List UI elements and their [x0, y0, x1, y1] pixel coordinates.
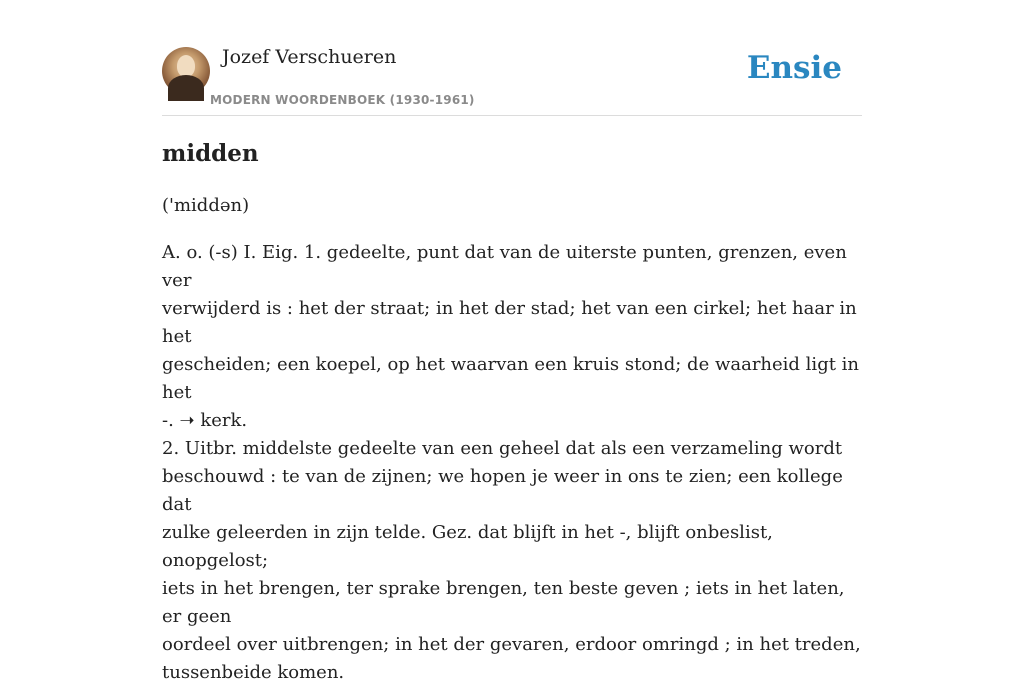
entry-pronunciation: ('middən)	[162, 195, 250, 216]
author-avatar[interactable]	[162, 47, 210, 95]
avatar-body	[168, 75, 204, 101]
entry-definition	[162, 239, 862, 687]
definition-line: 2. Uitbr. middelste gedeelte van een geheel dat als een verzameling wordt	[162, 438, 843, 459]
definition-line: zulke geleerden in zijn telde. Gez. dat blijft in het -, blijft onbeslist, onopgelost;	[162, 522, 773, 571]
header-divider	[162, 115, 862, 116]
definition-line: iets in het brengen, ter sprake brengen, ten beste geven ; iets in het laten, er geen	[162, 578, 845, 627]
definition-line: A. o. (-s) I. Eig. 1. gedeelte, punt dat van de uiterste punten, grenzen, even ver	[162, 242, 847, 291]
ensie-logo[interactable]: Ensie	[746, 50, 842, 86]
entry-title: midden	[162, 140, 259, 167]
definition-line: tussenbeide komen.	[162, 662, 345, 683]
definition-line: beschouwd : te van de zijnen; we hopen je weer in ons te zien; een kollege dat	[162, 466, 843, 515]
source-label[interactable]: MODERN WOORDENBOEK (1930-1961)	[210, 93, 475, 107]
definition-line: verwijderd is : het der straat; in het der stad; het van een cirkel; het haar in het	[162, 298, 857, 347]
definition-line: oordeel over uitbrengen; in het der gevaren, erdoor omringd ; in het treden,	[162, 634, 861, 655]
definition-line: -. ➝ kerk.	[162, 410, 248, 431]
definition-line: gescheiden; een koepel, op het waarvan een kruis stond; de waarheid ligt in het	[162, 354, 860, 403]
page-header	[162, 0, 862, 116]
author-name[interactable]: Jozef Verschueren	[222, 46, 397, 68]
avatar-face	[177, 55, 195, 77]
